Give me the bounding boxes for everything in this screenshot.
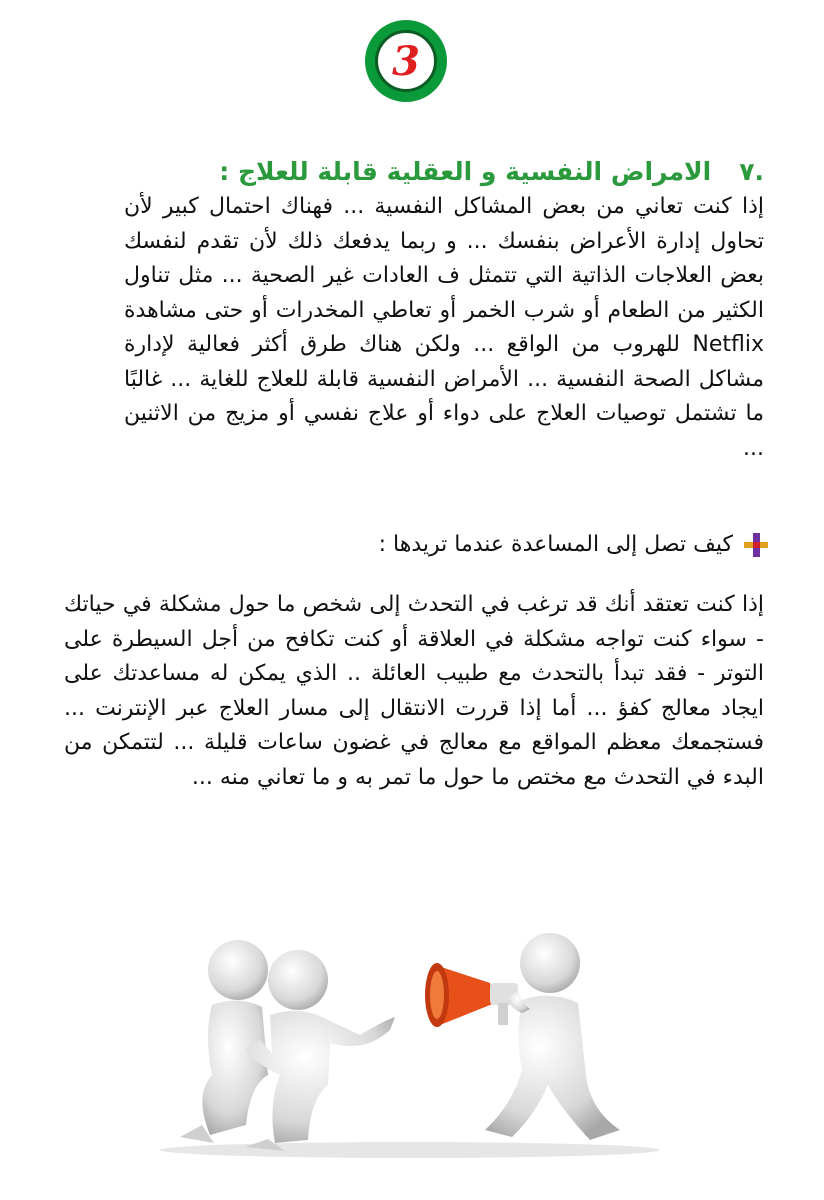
bullet-text: كيف تصل إلى المساعدة عندما تريدها : <box>378 532 733 557</box>
paragraph-help: إذا كنت تعتقد أنك قد ترغب في التحدث إلى شخص ما حول مشكلة في حياتك - سواء كنت تواجه مشكلة في العلاقة أو كنت تكافح من أجل السيطرة على التوتر - فقد تبدأ بالتحدث مع طبيب العائلة .. الذي يمكن له مساعدتك على ايجاد معالج كفؤ ... أما إذا قررت الانتقال إلى مسار العلاج عبر الإنترنت ... فستجمعك معظم المواقع مع معالج في غضون ساعات قليلة ... لتتمكن من البدء في التحدث مع مختص ما حول ما تمر به و ما تعاني منه ... <box>64 592 764 790</box>
section-title: الامراض النفسية و العقلية قابلة للعلاج : <box>219 157 712 186</box>
page-number: 3 <box>375 30 437 92</box>
plus-bullet-icon <box>743 532 769 558</box>
section-number: .٧ <box>739 157 764 186</box>
section-heading <box>164 152 764 192</box>
paragraph-treatment: إذا كنت تعاني من بعض المشاكل النفسية ... فهناك احتمال كبير لأن تحاول إدارة الأعراض بنفسك ... و ربما يدفعك ذلك لأن تقدم لنفسك بعض العلاجات الذاتية التي تتمثل ف العادات غير الصحية ... مثل تناول الكثير من الطعام أو شرب الخمر أو تعاطي المخدرات أو حتى مشاهدة Netflix للهروب من الواقع ... ولكن هناك طرق أكثر فعالية لإدارة مشاكل الصحة النفسية ... الأمراض النفسية قابلة للعلاج للغاية ... غالبًا ما تشتمل توصيات العلاج على دواء أو علاج نفسي أو مزيج من الاثنين ... <box>124 194 764 461</box>
figure-listener-1 <box>180 940 268 1143</box>
megaphone-icon <box>425 963 518 1027</box>
figure-speaker <box>485 933 620 1140</box>
bullet-heading <box>379 528 769 562</box>
page-number-badge <box>365 20 447 102</box>
figure-listener-2 <box>245 950 395 1151</box>
megaphone-people-illustration <box>150 925 670 1160</box>
